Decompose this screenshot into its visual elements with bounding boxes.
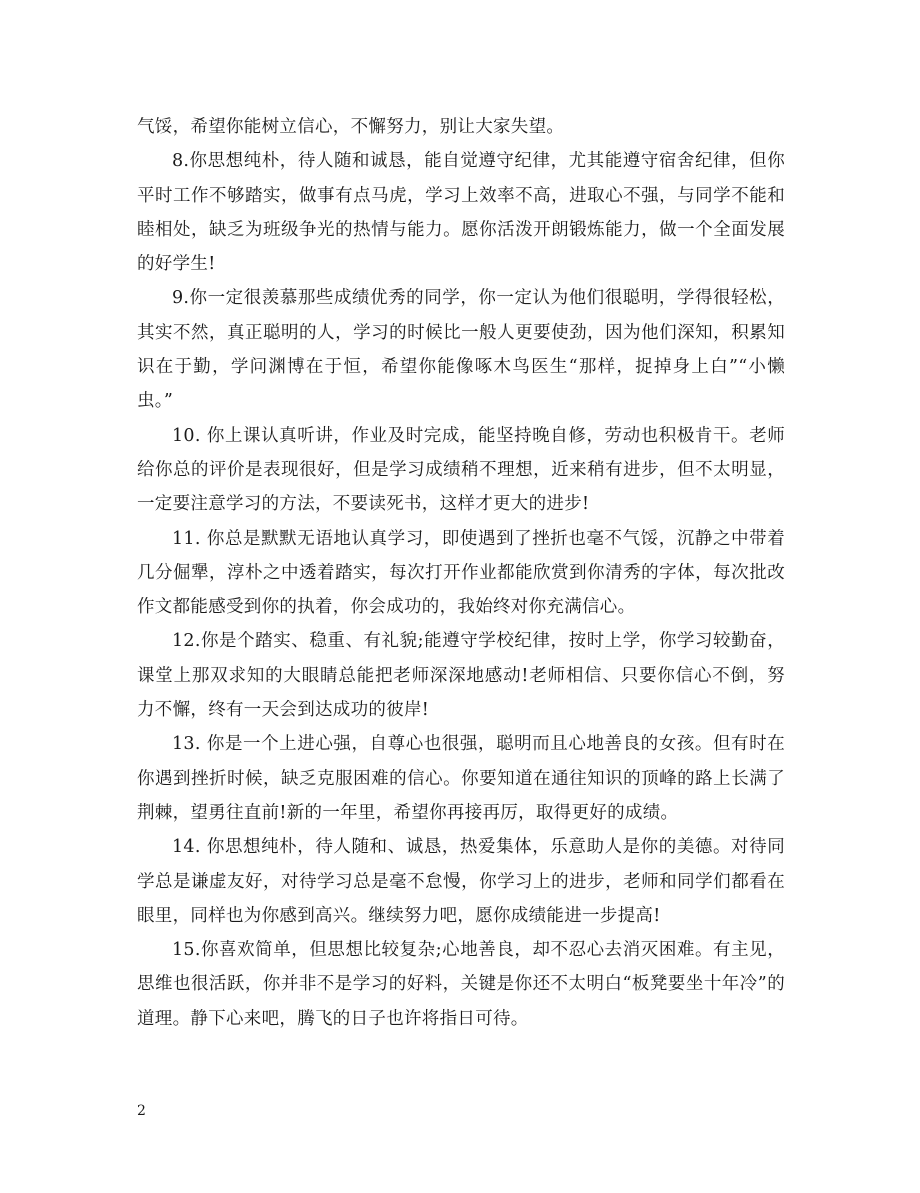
paragraph-item-13: 13. 你是一个上进心强，自尊心也很强，聪明而且心地善良的女孩。但有时在你遇到挫折时候，缺乏克服困难的信心。你要知道在通往知识的顶峰的路上长满了荆棘，望勇往直前!新的一年里，希望你再接再厉，取得更好的成绩。 — [137, 734, 785, 823]
paragraph-item-8: 8.你思想纯朴，待人随和诚恳，能自觉遵守纪律，尤其能遵守宿舍纪律，但你平时工作不够踏实，做事有点马虎，学习上效率不高，进取心不强，与同学不能和睦相处，缺乏为班级争光的热情与能力。愿你活泼开朗锻炼能力，做一个全面发展的好学生! — [137, 151, 785, 275]
paragraph-item-10: 10. 你上课认真听讲，作业及时完成，能坚持晚自修，劳动也积极肯干。老师给你总的评价是表现很好，但是学习成绩稍不理想，近来稍有进步，但不太明显，一定要注意学习的方法，不要读死书，这样才更大的进步! — [137, 425, 785, 515]
document-body — [137, 110, 785, 1036]
paragraph-item-9: 9.你一定很羡慕那些成绩优秀的同学，你一定认为他们很聪明，学得很轻松，其实不然，真正聪明的人，学习的时候比一般人更要使劲，因为他们深知，积累知识在于勤，学问渊博在于恒，希望你能像啄木鸟医生“那样，捉掉身上白”“小懒虫。” — [137, 288, 785, 412]
paragraph-continuation: 气馁，希望你能树立信心，不懈努力，别让大家失望。 — [137, 117, 565, 137]
paragraph-item-15: 15.你喜欢简单，但思想比较复杂;心地善良，却不忍心去消灭困难。有主见，思维也很活跃，你并非不是学习的好料，关键是你还不太明白“板凳要坐十年冷”的道理。静下心来吧，腾飞的日子也许将指日可待。 — [137, 940, 785, 1029]
paragraph-item-12: 12.你是个踏实、稳重、有礼貌;能遵守学校纪律，按时上学，你学习较勤奋，课堂上那双求知的大眼睛总能把老师深深地感动!老师相信、只要你信心不倒，努力不懈，终有一天会到达成功的彼岸! — [137, 631, 785, 721]
paragraph-item-11: 11. 你总是默默无语地认真学习，即使遇到了挫折也毫不气馁，沉静之中带着几分倔犟，淳朴之中透着踏实，每次打开作业都能欣赏到你清秀的字体，每次批改作文都能感受到你的执着，你会成功的，我始终对你充满信心。 — [137, 528, 785, 618]
page-number: 2 — [137, 1103, 146, 1119]
paragraph-item-14: 14. 你思想纯朴，待人随和、诚恳，热爱集体，乐意助人是你的美德。对待同学总是谦虚友好，对待学习总是毫不怠慢，你学习上的进步，老师和同学们都看在眼里，同样也为你感到高兴。继续努力吧，愿你成绩能进一步提高! — [137, 837, 785, 926]
